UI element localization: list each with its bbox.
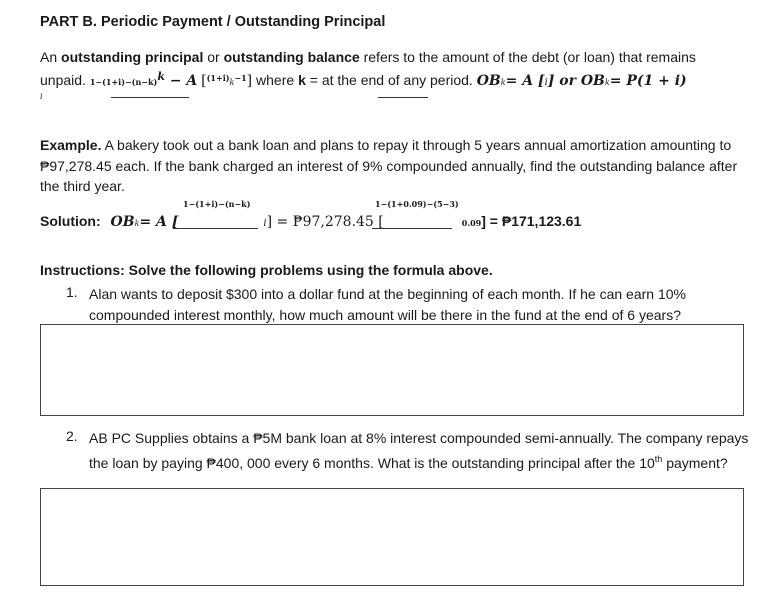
formula-close-1: ]	[547, 73, 560, 89]
solution-eq-a: = A [	[139, 214, 179, 230]
formula-numerator-small: 1−(1+i)−(n−k)	[89, 77, 158, 87]
definition-rest: refers to the amount of the debt (or loan) that remains	[359, 49, 696, 65]
solution-denominator: 0.09	[461, 218, 482, 228]
formula-or: or	[559, 73, 576, 89]
definition-prefix: An	[40, 49, 62, 65]
fraction-line-2	[378, 97, 428, 98]
formula-k-2: k	[604, 78, 610, 87]
example-paragraph	[40, 135, 760, 197]
example-label: Example.	[40, 137, 102, 153]
formula-minus-a: − A	[164, 73, 198, 89]
formula-eq-a: = A [	[505, 73, 545, 89]
formula-bracket-close: ]	[246, 73, 253, 89]
part-title: PART B. Periodic Payment / Outstanding Principal	[40, 14, 386, 30]
definition-line-2	[40, 67, 760, 94]
definition-end-period: = at the end of any period.	[305, 72, 477, 88]
term-outstanding-principal: outstanding principal	[61, 49, 204, 65]
solution-line	[40, 213, 581, 230]
formula-eq-p: = P(1 + i)	[609, 73, 687, 89]
solution-result: ] = ₱171,123.61	[481, 213, 582, 229]
solution-k: k	[134, 219, 140, 228]
question-2-main: AB PC Supplies obtains a ₱5M bank loan at 8% interest compounded semi-annually. The company repays the loan by paying ₱400, 000 every 6 months. What is the outstanding principal after the 10	[89, 430, 749, 471]
formula-denominator-i: i	[40, 92, 43, 101]
solution-numerator-values: 1−(1+0.09)−(5−3)	[375, 199, 459, 209]
answer-box-1[interactable]	[40, 324, 744, 416]
solution-label: Solution:	[40, 213, 101, 229]
formula-k-1: k	[500, 78, 506, 87]
question-1-text: Alan wants to deposit $300 into a dollar fund at the beginning of each month. If he can earn 10% compounded interest monthly, how much amount will be there in the fund at the end of 6 years?	[89, 286, 686, 323]
formula-sub-k: k	[229, 78, 235, 87]
formula-bracket-open: [	[201, 73, 207, 89]
solution-fraction-line-2	[372, 228, 452, 229]
question-2-sup: th	[654, 453, 663, 464]
question-2-end: payment?	[662, 454, 728, 471]
formula-exp-k: k	[157, 70, 165, 83]
formula-minus-one: −1	[234, 73, 247, 83]
definition-where: where	[252, 72, 299, 88]
question-2-number: 2.	[66, 428, 78, 444]
formula-one-plus-i: (1+i)	[206, 73, 230, 83]
term-outstanding-balance: outstanding balance	[223, 49, 360, 65]
question-2-text	[89, 428, 749, 473]
solution-numerator-general: 1−(1+i)−(n−k)	[183, 199, 251, 209]
definition-unpaid: unpaid.	[40, 72, 86, 88]
fraction-line-1	[111, 97, 189, 98]
solution-ob: OB	[110, 214, 135, 230]
definition-line-1	[40, 47, 760, 68]
formula-ob-1: OB	[476, 73, 501, 89]
solution-amount: ] = ₱97,278.45 [	[266, 214, 384, 230]
instructions-label: Instructions: Solve the following problems using the formula above.	[40, 262, 493, 278]
definition-or: or	[203, 49, 224, 65]
solution-fraction-line-1	[173, 228, 258, 229]
formula-ob-2: OB	[575, 73, 605, 89]
question-1-number: 1.	[66, 284, 78, 300]
formula-i-1: i	[544, 77, 548, 88]
answer-box-2[interactable]	[40, 488, 744, 586]
example-text: A bakery took out a bank loan and plans to repay it through 5 years annual amortization amounting to ₱97,278.45 each. If the bank charged an interest of 9% compounded annually, find the outstanding balance after the third year.	[40, 137, 738, 194]
solution-i: i	[263, 218, 267, 229]
definition-k: k	[298, 72, 306, 88]
